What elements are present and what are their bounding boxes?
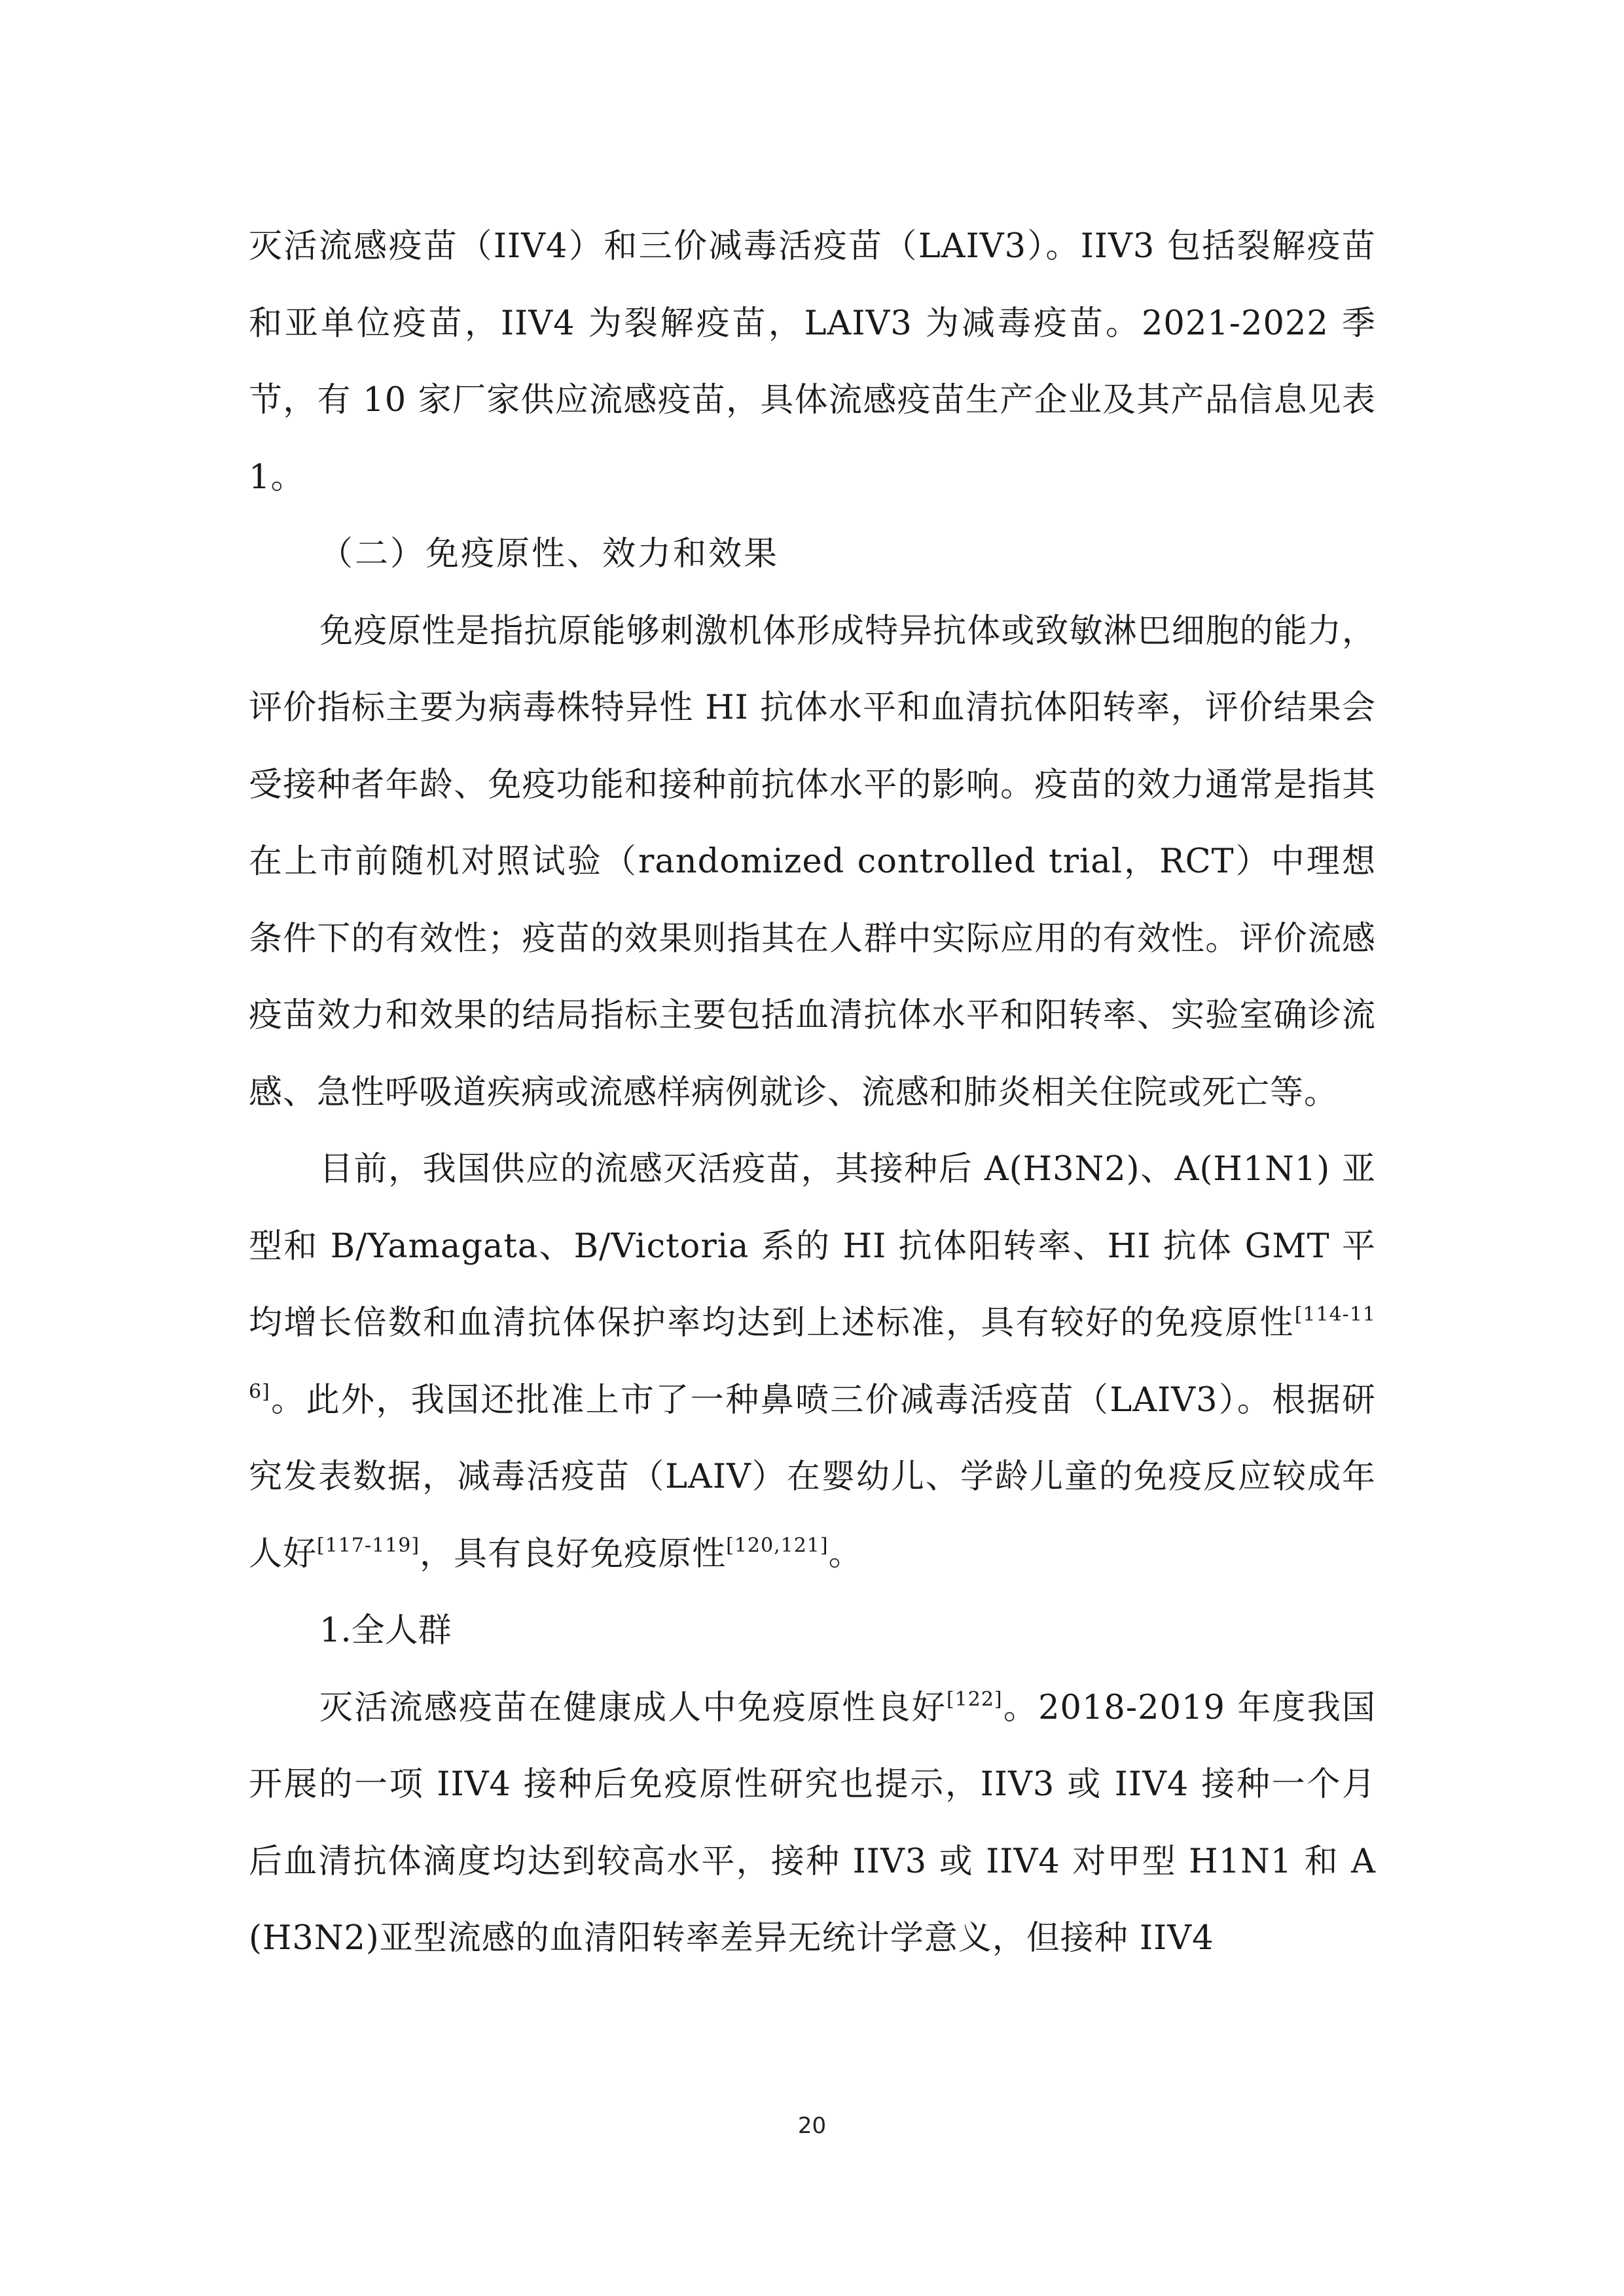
paragraph-text: 灭活流感疫苗在健康成人中免疫原性良好 xyxy=(319,1688,947,1727)
section-heading-immunogenicity: （二）免疫原性、效力和效果 xyxy=(319,535,780,573)
paragraph-text: 。2018-2019 年度我国开展的一项 IIV4 接种后免疫原性研究也提示，IIV3 或 IIV4 接种一个月后血清抗体滴度均达到较高水平，接种 IIV3 或 IIV4 对甲型 H1N1 和 A(H3N2)亚型流感的血清阳转率差异无统计学意义，但接种 IIV4 xyxy=(249,1688,1376,1958)
paragraph-adult-immunogenicity xyxy=(249,1670,1376,1977)
paragraph-text: 免疫原性是指抗原能够刺激机体形成特异抗体或致敏淋巴细胞的能力，评价指标主要为病毒株特异性 HI 抗体水平和血清抗体阳转率，评价结果会受接种者年龄、免疫功能和接种前抗体水平的影响。疫苗的效力通常是指其在上市前随机对照试验（randomized controlled trial，RCT）中理想条件下的有效性；疫苗的效果则指其在人群中实际应用的有效性。评价流感疫苗效力和效果的结局指标主要包括血清抗体水平和阳转率、实验室确诊流感、急性呼吸道疾病或流感样病例就诊、流感和肺炎相关住院或死亡等。 xyxy=(249,611,1376,1112)
paragraph-text: 。 xyxy=(828,1534,863,1573)
subsection-heading-all-population: 1.全人群 xyxy=(319,1611,452,1650)
paragraph-text: 灭活流感疫苗（IIV4）和三价减毒活疫苗（LAIV3）。IIV3 包括裂解疫苗和亚单位疫苗，IIV4 为裂解疫苗，LAIV3 为减毒疫苗。2021-2022 季节，有 10 家厂家供应流感疫苗，具体流感疫苗生产企业及其产品信息见表 1。 xyxy=(249,227,1376,497)
citation-reference: [114-116] xyxy=(249,1303,1376,1403)
paragraph-text: 目前，我国供应的流感灭活疫苗，其接种后 A(H3N2)、A(H1N1) 亚型和 B/Yamagata、B/Victoria 系的 HI 抗体阳转率、HI 抗体 GMT 平均增长倍数和血清抗体保护率均达到上述标准，具有较好的免疫原性 xyxy=(249,1150,1376,1342)
citation-reference: [120,121] xyxy=(726,1534,829,1557)
paragraph-text: 。此外，我国还批准上市了一种鼻喷三价减毒活疫苗（LAIV3）。根据研究发表数据，减毒活疫苗（LAIV）在婴幼儿、学龄儿童的免疫反应较成年人好 xyxy=(249,1380,1376,1573)
paragraph-china-vaccines xyxy=(249,1131,1376,1592)
citation-reference: [117-119] xyxy=(317,1534,420,1557)
page-number: 20 xyxy=(797,2113,827,2139)
paragraph-vaccine-types xyxy=(249,208,1376,516)
paragraph-text: ，具有良好免疫原性 xyxy=(420,1534,727,1573)
paragraph-immunogenicity-definition xyxy=(249,593,1376,1132)
citation-reference: [122] xyxy=(946,1687,1003,1711)
page-body xyxy=(249,208,1376,1977)
